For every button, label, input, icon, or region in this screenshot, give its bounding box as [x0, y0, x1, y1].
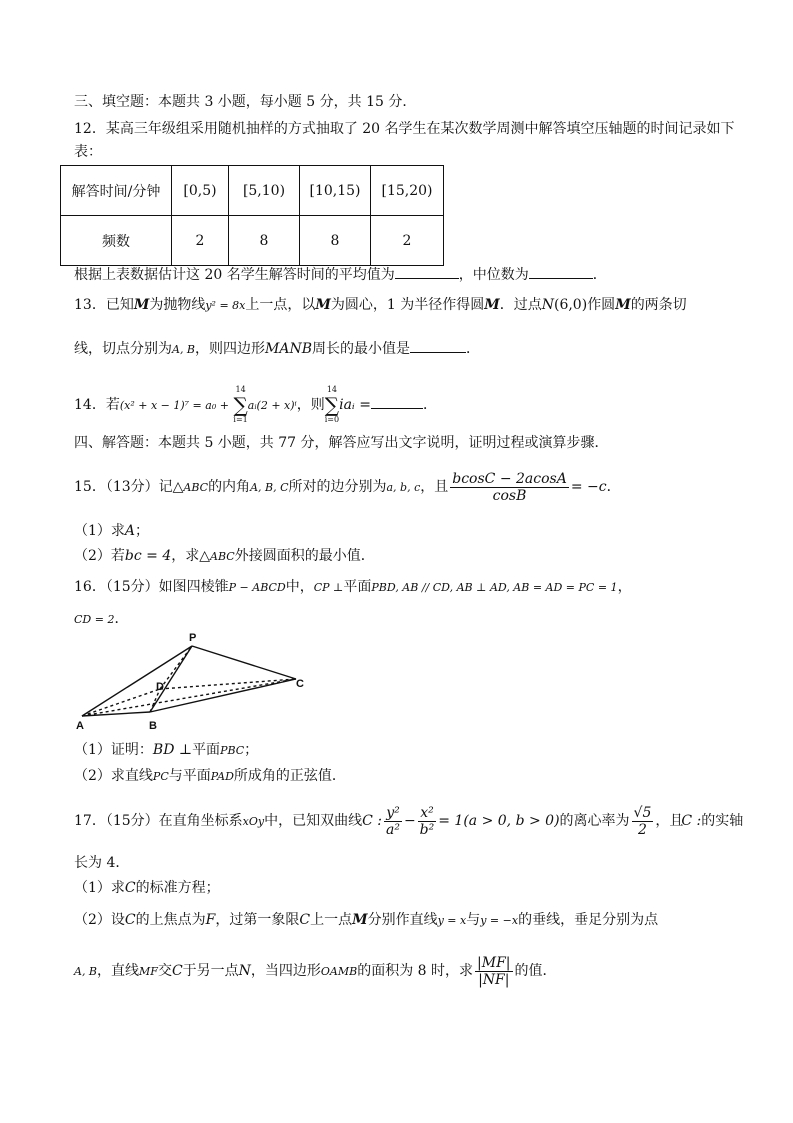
table-cell: 频数: [61, 216, 172, 266]
math-cd: CD = 2: [74, 613, 115, 626]
sum-symbol: 14 ∑ i=1: [233, 385, 248, 424]
q17-text: 的值．: [514, 963, 557, 979]
q12-line2: 表：: [74, 144, 102, 160]
math-line2: y = −x: [480, 914, 519, 927]
math-sides: a, b, c: [386, 481, 421, 494]
punctuation: ．: [606, 479, 621, 495]
table-cell: 8: [229, 216, 300, 266]
math-n: N: [541, 297, 554, 313]
edge-pa: [82, 646, 192, 716]
math-rhs: = −c: [570, 479, 607, 495]
q13-text: ．过点: [499, 297, 542, 313]
math-c: C: [124, 912, 136, 928]
q13-text: 为抛物线: [149, 297, 206, 313]
fraction-numerator: x²: [418, 805, 437, 822]
fraction-denominator: 2: [638, 821, 647, 838]
math-condition: CP ⊥: [313, 581, 344, 594]
math-condition: PBD, AB // CD, AB ⊥ AD, AB = AD = PC = 1: [371, 581, 618, 594]
q16-text: 平面: [343, 579, 372, 595]
math-angles: A, B, C: [250, 481, 289, 494]
q15-text: （1）求: [74, 523, 125, 539]
label-c: C: [296, 678, 304, 690]
q13-text: 作圆: [587, 297, 616, 313]
table-header-cell: [5,10): [229, 166, 300, 216]
math-ab: A, B: [74, 965, 98, 978]
table-header-cell: [15,20): [371, 166, 444, 216]
q13-text: 线，切点分别为: [74, 341, 172, 357]
table-header-cell: [0,5): [172, 166, 229, 216]
q17-text: 的实轴: [701, 813, 744, 829]
table-header-cell: [10,15): [300, 166, 371, 216]
q15-text: ；: [135, 523, 150, 539]
section-three-heading: 三、填空题：本题共 3 小题，每小题 5 分，共 15 分．: [74, 94, 417, 110]
label-b: B: [149, 720, 157, 732]
q15-text: ，且: [420, 479, 449, 495]
q17-text: 的上焦点为: [135, 912, 206, 928]
fraction-denominator: b²: [419, 821, 435, 838]
math-m: M: [484, 297, 500, 313]
math-c: C: [171, 963, 183, 979]
math-m: M: [615, 297, 631, 313]
math-term: aᵢ(2 + x)ⁱ: [247, 399, 297, 412]
q17-text: 于另一点: [182, 963, 239, 979]
q16-text: 16．（15分）如图四棱锥: [74, 579, 229, 595]
fraction-numerator: y²: [384, 805, 402, 822]
q17-text: 的面积为 8 时，求: [357, 963, 474, 979]
table-header-cell: 解答时间/分钟: [61, 166, 172, 216]
fraction-numerator: |MF|: [477, 954, 511, 971]
q13-text: ，则四边形: [195, 341, 266, 357]
math-oamb: OAMB: [320, 965, 358, 978]
table-cell: 2: [172, 216, 229, 266]
math-c: C :: [681, 813, 702, 829]
math-parabola: y² = 8x: [205, 299, 246, 312]
q15-text: 外接圆面积的最小值．: [234, 548, 375, 564]
math-c: C: [124, 880, 136, 896]
math-c: C :: [362, 813, 382, 829]
math-condition: = 1(a > 0, b > 0): [438, 813, 560, 829]
q17-text: 的垂线，垂足分别为点: [518, 912, 659, 928]
math-bc: bc = 4: [124, 548, 172, 564]
math-m: M: [352, 912, 368, 928]
q12-ask-mean: 根据上表数据估计这 20 名学生解答时间的平均值为: [74, 267, 395, 283]
q15-text: 的内角: [208, 479, 251, 495]
math-pad: PAD: [210, 770, 234, 783]
sum-lower: i=0: [324, 415, 340, 424]
q17-text: 与: [466, 912, 481, 928]
q17-text: 的标准方程；: [135, 880, 220, 896]
q15-text: ，求△: [171, 548, 211, 564]
math-xoy: xOy: [242, 815, 265, 828]
q13-text: 13．已知: [74, 297, 134, 313]
sum-upper: 14: [235, 385, 246, 394]
q14-text: ，则: [296, 397, 325, 413]
q16-text: 与平面: [168, 768, 211, 784]
table-cell: 2: [371, 216, 444, 266]
q17-line1: [74, 802, 743, 841]
q17-text: ，直线: [97, 963, 140, 979]
math-bd: BD ⊥: [152, 742, 193, 758]
math-pc: PC: [152, 770, 169, 783]
math-line1: y = x: [437, 914, 467, 927]
q16-text: ；: [244, 742, 259, 758]
math-minus: −: [403, 813, 416, 829]
q17-text: 上一点: [310, 912, 353, 928]
math-m: M: [315, 297, 331, 313]
q15-text: （2）若: [74, 548, 125, 564]
edge-ac: [82, 679, 296, 716]
punctuation: ．: [592, 267, 607, 283]
math-expansion: (x² + x − 1)⁷ = a₀ +: [119, 399, 229, 412]
fraction-numerator: bcosC − 2acosA: [452, 470, 567, 487]
label-d: D: [156, 681, 164, 693]
sum-upper: 14: [326, 385, 338, 394]
edge-pc: [192, 646, 296, 679]
math-term: iaᵢ =: [339, 397, 371, 413]
edge-pb: [150, 646, 192, 712]
label-a: A: [76, 720, 84, 732]
q16-text: 所成角的正弦值．: [233, 768, 346, 784]
q17-line2: 长为 4．: [74, 855, 130, 871]
q13-text: 为圆心，1 为半径作得圆: [330, 297, 485, 313]
punctuation: ．: [466, 341, 481, 357]
q15-text: 所对的边分别为: [288, 479, 387, 495]
q17-text: 17．（15分）在直角坐标系: [74, 813, 243, 829]
q17-text: 中，已知双曲线: [264, 813, 363, 829]
q16-part2: [74, 767, 346, 786]
q16-text: （2）求直线: [74, 768, 153, 784]
math-quad: MANB: [265, 341, 313, 357]
q17-text: （1）求: [74, 880, 125, 896]
punctuation: ．: [114, 611, 129, 627]
edge-bc: [150, 679, 296, 712]
math-abc: ABC: [210, 550, 235, 563]
punctuation: ．: [422, 397, 437, 413]
q17-text: ，过第一象限: [215, 912, 300, 928]
math-n: N: [238, 963, 251, 979]
q17-text: 交: [157, 963, 172, 979]
q17-text: （2）设: [74, 912, 125, 928]
q16-text: 平面: [192, 742, 221, 758]
sum-lower: i=1: [233, 415, 248, 424]
math-a: A: [124, 523, 136, 539]
fraction-numerator: √5: [633, 804, 652, 821]
math-f: F: [205, 912, 216, 928]
math-pyramid: P − ABCD: [228, 581, 286, 594]
q17-text: 分别作直线: [367, 912, 438, 928]
q17-part2: [74, 911, 658, 930]
math-pbc: PBC: [220, 744, 245, 757]
q17-text: 的离心率为: [559, 813, 630, 829]
q17-part1: [74, 879, 220, 897]
q17-text: ，当四边形: [250, 963, 321, 979]
q17-line4: [74, 952, 557, 991]
fraction-denominator: |NF|: [478, 971, 510, 988]
math-abc: ABC: [183, 481, 209, 494]
q13-text: 的两条切: [630, 297, 687, 313]
q16-part1: [74, 741, 258, 760]
q15-text: 15．（13分）记△: [74, 479, 184, 495]
sum-symbol: 14 ∑ i=0: [324, 385, 340, 424]
table-cell: 8: [300, 216, 371, 266]
q13-text: 周长的最小值是: [312, 341, 411, 357]
fraction-denominator: a²: [385, 821, 400, 838]
q16-text: （1）证明：: [74, 742, 153, 758]
label-p: P: [189, 632, 197, 644]
edge-ab: [82, 712, 150, 716]
fraction: [632, 805, 654, 838]
q13-text: 上一点，以: [245, 297, 316, 313]
q14-text: 14．若: [74, 397, 120, 413]
fraction: [384, 805, 402, 838]
q16-text: 中，: [285, 579, 314, 595]
math-m: M: [133, 297, 150, 313]
q12-line1: 12．某高三年级组采用随机抽样的方式抽取了 20 名学生在某次数学周测中解答填空压轴题的时间记录如下: [74, 121, 735, 137]
math-ab: A, B: [172, 343, 196, 356]
q16-text: ，: [617, 579, 632, 595]
math-c: C: [299, 912, 311, 928]
fraction: [418, 805, 437, 838]
fraction-denominator: cosB: [492, 487, 527, 504]
section-four-heading: 四、解答题：本题共 5 小题，共 77 分，解答应写出文字说明，证明过程或演算步骤．: [74, 435, 609, 451]
math-mf: MF: [139, 965, 158, 978]
math-point: (6,0): [553, 297, 588, 313]
fraction: [475, 955, 512, 988]
q17-text: ，且: [655, 813, 684, 829]
q12-ask-median: ，中位数为: [458, 267, 529, 283]
